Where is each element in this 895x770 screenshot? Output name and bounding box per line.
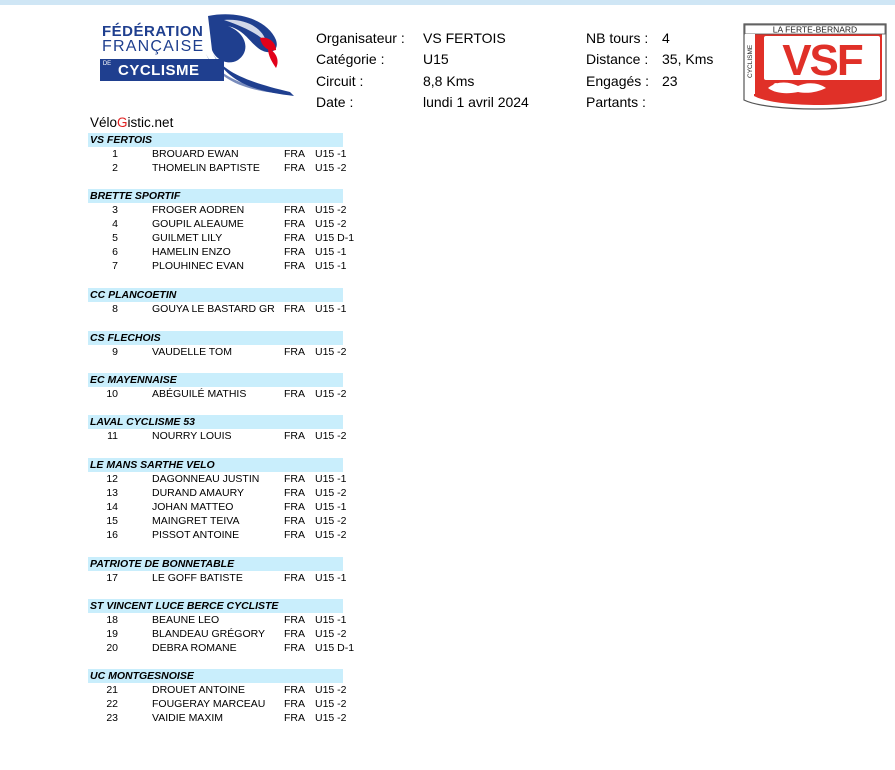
rider-number: 23 (106, 712, 118, 724)
rider-category: U15 -1 (315, 303, 347, 315)
rider-number: 7 (112, 260, 118, 272)
rider-name: GUILMET LILY (152, 232, 223, 244)
rider-number: 10 (106, 388, 118, 400)
organisateur-value: VS FERTOIS (423, 30, 506, 46)
rider-number: 1 (112, 148, 118, 160)
rider-name: BROUARD EWAN (152, 148, 239, 160)
ffc-logo-line2: FRANÇAISE (102, 38, 205, 55)
club-header: VS FERTOIS (88, 133, 343, 147)
ffc-logo-line1: FÉDÉRATION (102, 23, 204, 40)
rider-name: PLOUHINEC EVAN (152, 260, 244, 272)
rider-nationality: FRA (284, 346, 305, 358)
rider-number: 12 (106, 473, 118, 485)
rider-number: 15 (106, 515, 118, 527)
club-header: CS FLECHOIS (88, 331, 343, 345)
rider-name: VAUDELLE TOM (152, 346, 232, 358)
club-header: LAVAL CYCLISME 53 (88, 415, 343, 429)
rider-category: U15 -1 (315, 501, 347, 513)
rider-category: U15 -1 (315, 473, 347, 485)
rider-nationality: FRA (284, 515, 305, 527)
rider-name: ABÉGUILÉ MATHIS (152, 388, 247, 400)
rider-nationality: FRA (284, 246, 305, 258)
ffc-logo-line3: CYCLISME (118, 62, 200, 79)
club-header: PATRIOTE DE BONNETABLE (88, 557, 343, 571)
rider-number: 22 (106, 698, 118, 710)
rider-category: U15 -1 (315, 572, 347, 584)
rider-nationality: FRA (284, 572, 305, 584)
partants-label: Partants : (586, 94, 646, 110)
rider-nationality: FRA (284, 712, 305, 724)
circuit-value: 8,8 Kms (423, 73, 475, 89)
rider-category: U15 -2 (315, 162, 347, 174)
rider-number: 17 (106, 572, 118, 584)
rider-name: BEAUNE LEO (152, 614, 220, 626)
rider-category: U15 -2 (315, 529, 347, 541)
date-value: lundi 1 avril 2024 (423, 94, 529, 110)
rider-name: MAINGRET TEIVA (152, 515, 240, 527)
rider-name: DAGONNEAU JUSTIN (152, 473, 260, 485)
rider-category: U15 D-1 (315, 232, 355, 244)
rider-name: NOURRY LOUIS (152, 430, 232, 442)
rider-nationality: FRA (284, 698, 305, 710)
rider-category: U15 -1 (315, 246, 347, 258)
rider-category: U15 -2 (315, 628, 347, 640)
rider-name: GOUPIL ALEAUME (152, 218, 244, 230)
site-prefix: Vélo (90, 115, 118, 130)
rider-category: U15 -2 (315, 388, 347, 400)
vsf-logo-side-text: CYCLISME (747, 44, 754, 78)
rider-nationality: FRA (284, 162, 305, 174)
rider-category: U15 -2 (315, 218, 347, 230)
rider-name: HAMELIN ENZO (152, 246, 231, 258)
rider-name: GOUYA LE BASTARD GR (152, 303, 275, 315)
rider-nationality: FRA (284, 628, 305, 640)
rider-number: 18 (106, 614, 118, 626)
rider-name: JOHAN MATTEO (152, 501, 234, 513)
club-header: CC PLANCOETIN (88, 288, 343, 302)
ffc-logo (98, 12, 294, 96)
rider-number: 11 (107, 430, 118, 442)
engages-label: Engagés : (586, 73, 650, 89)
club-header: BRETTE SPORTIF (88, 189, 343, 203)
rider-category: U15 -2 (315, 684, 347, 696)
rider-nationality: FRA (284, 501, 305, 513)
rider-number: 14 (106, 501, 118, 513)
club-header: LE MANS SARTHE VELO (88, 458, 343, 472)
rider-number: 20 (106, 642, 118, 654)
rider-name: VAIDIE MAXIM (152, 712, 223, 724)
rider-number: 21 (106, 684, 118, 696)
rider-name: THOMELIN BAPTISTE (152, 162, 260, 174)
rider-category: U15 -1 (315, 614, 347, 626)
nb-tours-label: NB tours : (586, 30, 649, 46)
rider-name: DURAND AMAURY (152, 487, 244, 499)
vsf-logo (742, 22, 888, 112)
ffc-swoosh-graphic (198, 12, 294, 96)
vsf-logo-top-text: LA FERTE-BERNARD (772, 24, 858, 35)
rider-name: LE GOFF BATISTE (152, 572, 243, 584)
rider-number: 5 (112, 232, 118, 244)
site-highlight: G (117, 115, 128, 130)
engages-value: 23 (662, 73, 678, 89)
rider-nationality: FRA (284, 148, 305, 160)
ffc-logo-de: DE (102, 61, 112, 67)
rider-nationality: FRA (284, 430, 305, 442)
rider-number: 13 (106, 487, 118, 499)
organisateur-label: Organisateur : (316, 30, 405, 46)
rider-category: U15 -2 (315, 430, 347, 442)
top-border (0, 0, 895, 5)
rider-number: 9 (112, 346, 118, 358)
club-header: UC MONTGESNOISE (88, 669, 343, 683)
rider-nationality: FRA (284, 473, 305, 485)
rider-number: 6 (112, 246, 118, 258)
rider-name: DEBRA ROMANE (152, 642, 237, 654)
rider-category: U15 -2 (315, 515, 347, 527)
site-suffix: istic.net (127, 115, 174, 130)
vsf-logo-letters: VSF (782, 36, 862, 85)
rider-category: U15 -1 (315, 260, 347, 272)
rider-nationality: FRA (284, 218, 305, 230)
rider-number: 2 (112, 162, 118, 174)
rider-nationality: FRA (284, 487, 305, 499)
rider-nationality: FRA (284, 303, 305, 315)
rider-category: U15 -2 (315, 204, 347, 216)
rider-number: 4 (112, 218, 118, 230)
rider-number: 3 (112, 204, 118, 216)
nb-tours-value: 4 (662, 30, 670, 46)
rider-category: U15 -2 (315, 346, 347, 358)
rider-name: PISSOT ANTOINE (152, 529, 240, 541)
rider-category: U15 -2 (315, 698, 347, 710)
rider-number: 19 (106, 628, 118, 640)
rider-number: 16 (106, 529, 118, 541)
rider-name: DROUET ANTOINE (152, 684, 245, 696)
rider-nationality: FRA (284, 614, 305, 626)
club-header: ST VINCENT LUCE BERCE CYCLISTE (88, 599, 343, 613)
distance-label: Distance : (586, 51, 649, 67)
rider-nationality: FRA (284, 260, 305, 272)
categorie-label: Catégorie : (316, 51, 385, 67)
rider-nationality: FRA (284, 232, 305, 244)
rider-name: FOUGERAY MARCEAU (152, 698, 266, 710)
rider-category: U15 D-1 (315, 642, 355, 654)
rider-nationality: FRA (284, 204, 305, 216)
circuit-label: Circuit : (316, 73, 364, 89)
distance-value: 35, Kms (662, 51, 714, 67)
rider-nationality: FRA (284, 684, 305, 696)
rider-name: FROGER AODREN (152, 204, 245, 216)
site-name (90, 115, 173, 130)
date-label: Date : (316, 94, 354, 110)
rider-nationality: FRA (284, 529, 305, 541)
rider-name: BLANDEAU GRÉGORY (152, 628, 266, 640)
rider-number: 8 (112, 303, 118, 315)
rider-category: U15 -2 (315, 712, 347, 724)
categorie-value: U15 (423, 51, 449, 67)
club-header: EC MAYENNAISE (88, 373, 343, 387)
rider-nationality: FRA (284, 388, 305, 400)
rider-category: U15 -2 (315, 487, 347, 499)
rider-category: U15 -1 (315, 148, 347, 160)
rider-nationality: FRA (284, 642, 305, 654)
